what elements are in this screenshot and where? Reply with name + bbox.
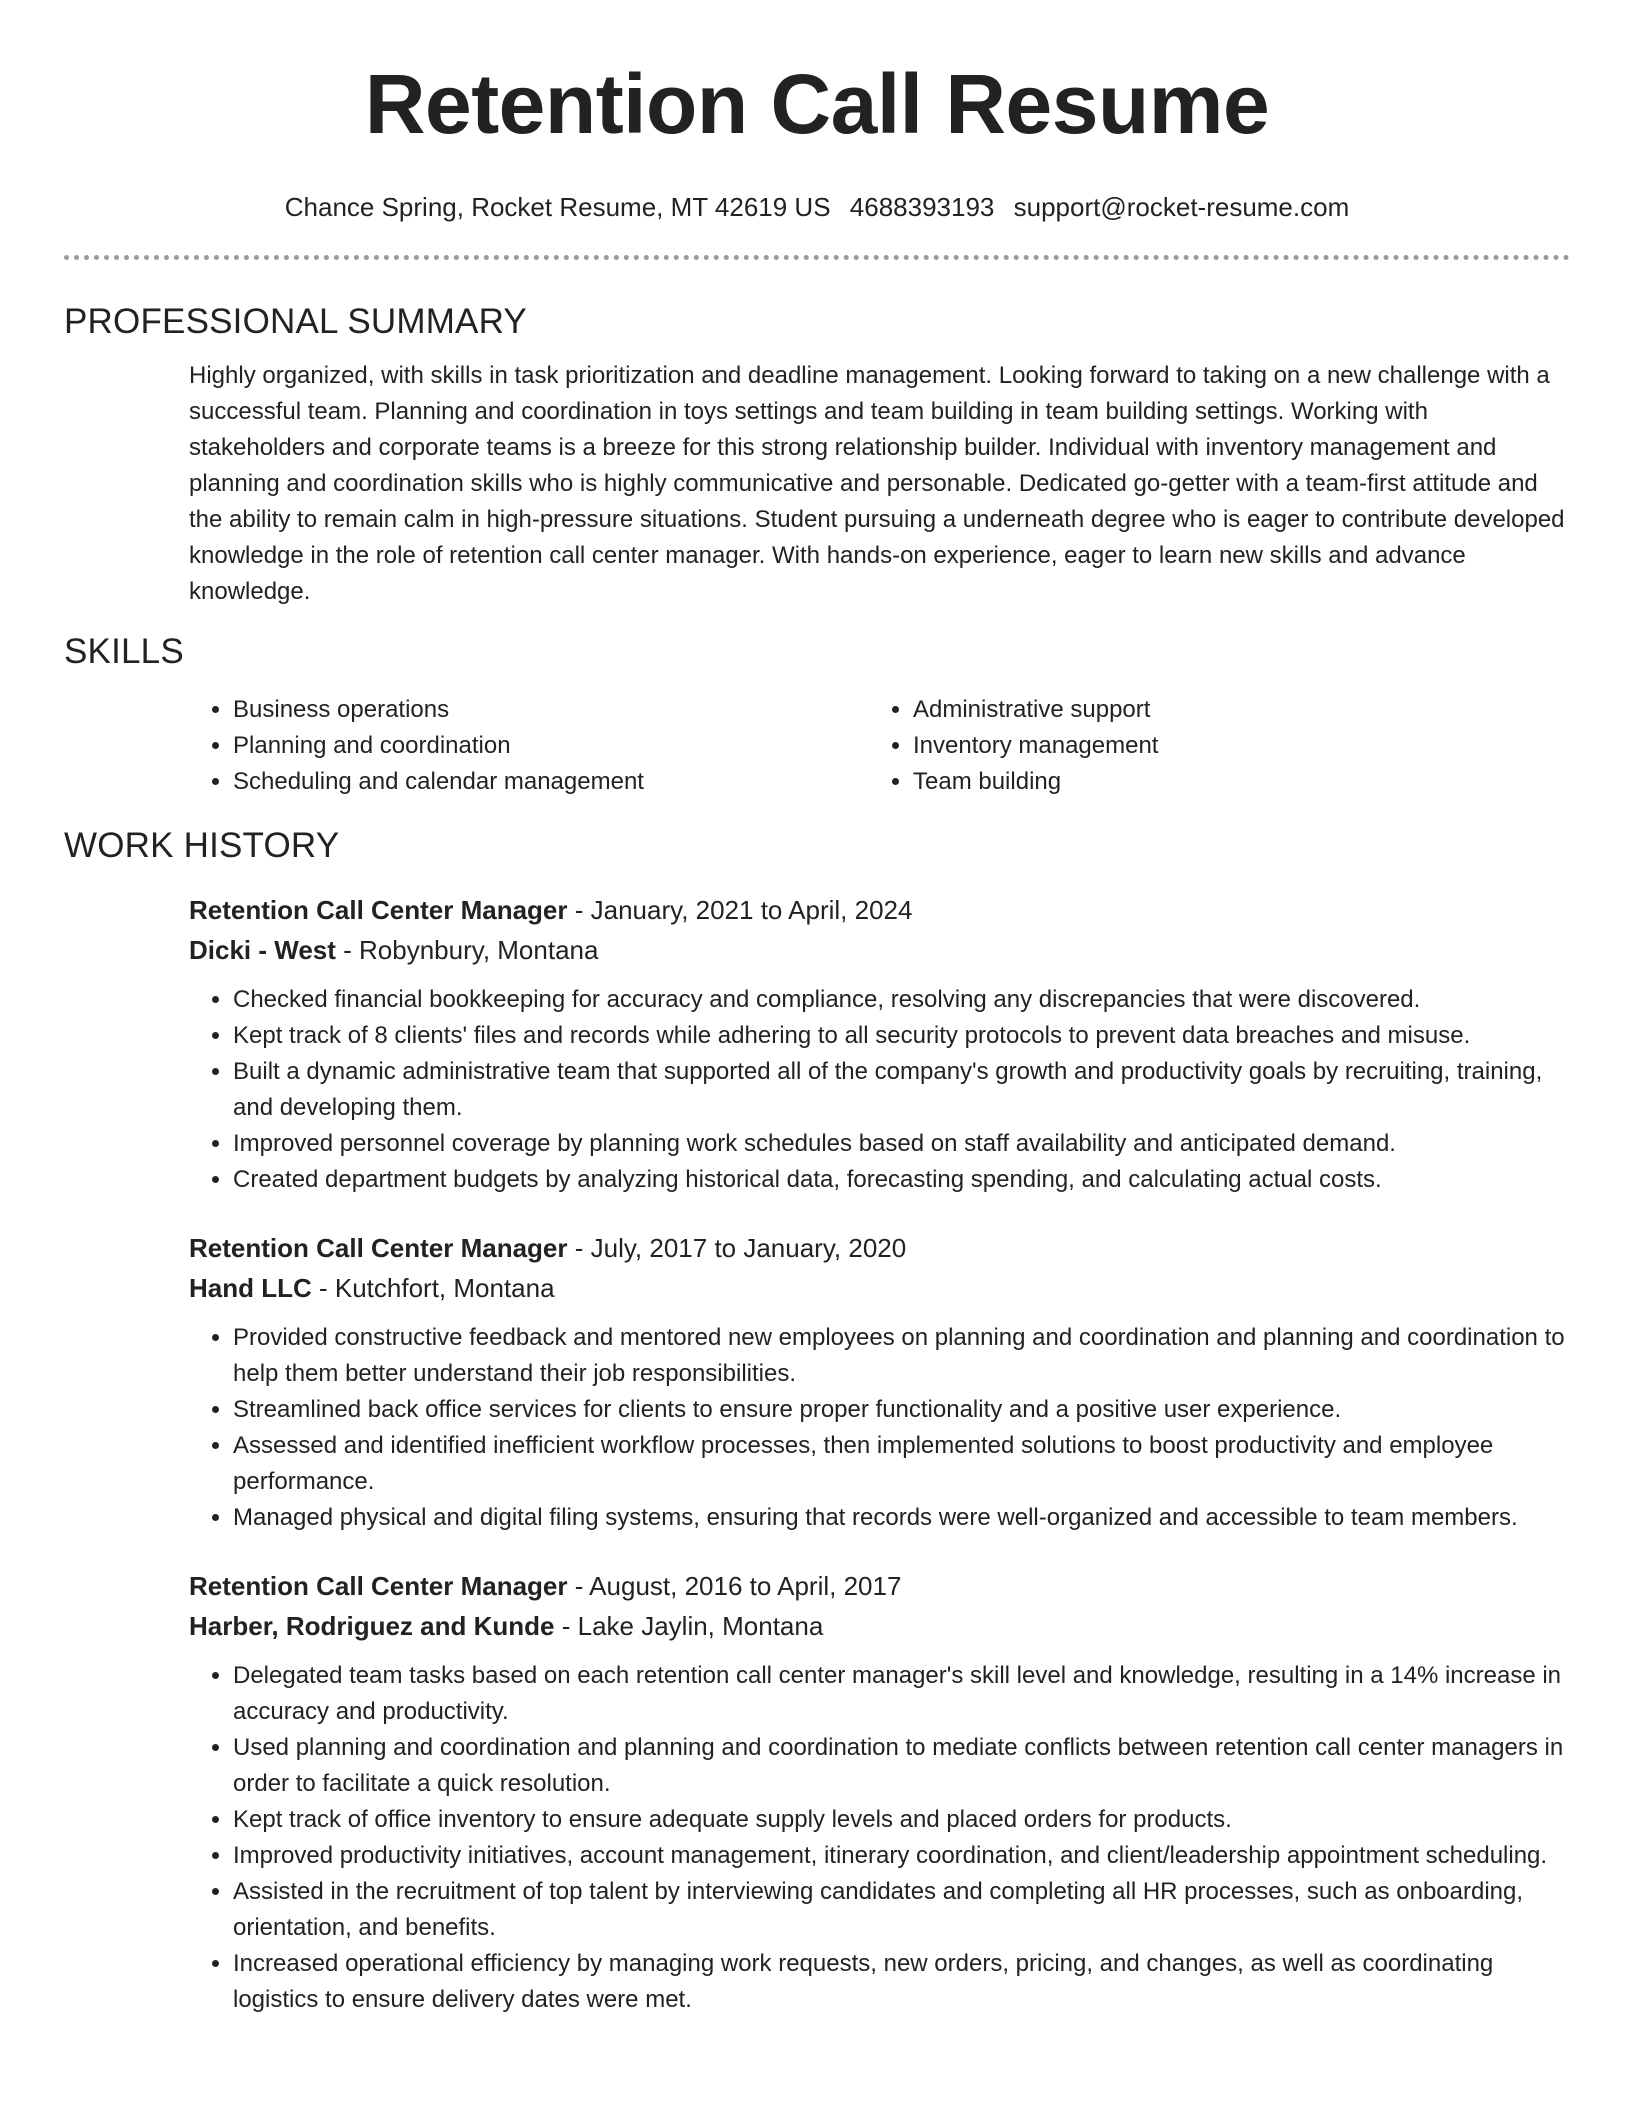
job-bullet: • Managed physical and digital filing systems, ensuring that records were well-organized and accessible to team members. bbox=[233, 1500, 1574, 1536]
job-bullet: • Improved personnel coverage by planning work schedules based on staff availability and anticipated demand. bbox=[233, 1126, 1574, 1162]
job-role: Retention Call Center Manager bbox=[189, 1233, 568, 1263]
job-company-line bbox=[189, 1606, 1574, 1646]
skills-heading: SKILLS bbox=[64, 632, 184, 671]
job-bullet: • Improved productivity initiatives, account management, itinerary coordination, and client/leadership appointment scheduling. bbox=[233, 1838, 1574, 1874]
job-bullet: • Created department budgets by analyzing historical data, forecasting spending, and calculating actual costs. bbox=[233, 1162, 1574, 1198]
job-title-line bbox=[189, 890, 1574, 930]
job-bullets bbox=[189, 1320, 1574, 1536]
contact-email: support@rocket-resume.com bbox=[1013, 192, 1350, 222]
summary-heading: PROFESSIONAL SUMMARY bbox=[64, 302, 527, 341]
job-bullet: • Increased operational efficiency by managing work requests, new orders, pricing, and changes, as well as coordinating logistics to ensure delivery dates were met. bbox=[233, 1946, 1574, 2018]
job-dates: - August, 2016 to April, 2017 bbox=[567, 1571, 902, 1601]
skill-item: • Scheduling and calendar management bbox=[233, 764, 869, 800]
job-company-line bbox=[189, 930, 1574, 970]
job-location: - Kutchfort, Montana bbox=[311, 1273, 555, 1303]
contact-address: Chance Spring, Rocket Resume, MT 42619 US bbox=[284, 192, 831, 222]
job-company: Harber, Rodriguez and Kunde bbox=[189, 1611, 555, 1641]
job-title-line bbox=[189, 1566, 1574, 1606]
job-entry bbox=[189, 890, 1574, 1198]
job-bullet: • Built a dynamic administrative team that supported all of the company's growth and productivity goals by recruiting, training, and developing them. bbox=[233, 1054, 1574, 1126]
job-company-line bbox=[189, 1268, 1574, 1308]
skills-column-right bbox=[869, 692, 1549, 800]
skills-list bbox=[189, 692, 1569, 800]
work-history-heading: WORK HISTORY bbox=[64, 826, 340, 865]
skill-item: • Administrative support bbox=[913, 692, 1549, 728]
job-entry bbox=[189, 1566, 1574, 2018]
skill-item: • Planning and coordination bbox=[233, 728, 869, 764]
job-role: Retention Call Center Manager bbox=[189, 895, 568, 925]
job-location: - Lake Jaylin, Montana bbox=[554, 1611, 824, 1641]
summary-text: Highly organized, with skills in task prioritization and deadline management. Looking forward to taking on a new challenge with a successful team. Planning and coordination in toys settings and team building in team building settings. Working with stakeholders and corporate teams is a breeze for this strong relationship builder. Individual with inventory management and planning and coordination skills who is highly communicative and personable. Dedicated go-getter with a team-first attitude and the ability to remain calm in high-pressure situations. Student pursuing a underneath degree who is eager to contribute developed knowledge in the role of retention call center manager. With hands-on experience, eager to learn new skills and advance knowledge. bbox=[189, 362, 1565, 605]
job-role: Retention Call Center Manager bbox=[189, 1571, 568, 1601]
job-company: Hand LLC bbox=[189, 1273, 312, 1303]
header-divider bbox=[64, 255, 1570, 260]
job-bullets bbox=[189, 1658, 1574, 2018]
job-location: - Robynbury, Montana bbox=[335, 935, 599, 965]
job-entry bbox=[189, 1228, 1574, 1536]
job-bullet: • Used planning and coordination and planning and coordination to mediate conflicts between retention call center managers in order to facilitate a quick resolution. bbox=[233, 1730, 1574, 1802]
resume-title: Retention Call Resume bbox=[364, 57, 1270, 151]
resume-page bbox=[64, 0, 1570, 2018]
job-company: Dicki - West bbox=[189, 935, 336, 965]
skill-item: • Business operations bbox=[233, 692, 869, 728]
job-bullets bbox=[189, 982, 1574, 1198]
job-bullet: • Streamlined back office services for clients to ensure proper functionality and a positive user experience. bbox=[233, 1392, 1574, 1428]
contact-phone: 4688393193 bbox=[849, 192, 995, 222]
job-bullet: • Checked financial bookkeeping for accuracy and compliance, resolving any discrepancies that were discovered. bbox=[233, 982, 1574, 1018]
job-bullet: • Provided constructive feedback and mentored new employees on planning and coordination and planning and coordination to help them better understand their job responsibilities. bbox=[233, 1320, 1574, 1392]
job-dates: - July, 2017 to January, 2020 bbox=[567, 1233, 907, 1263]
job-bullet: • Kept track of office inventory to ensure adequate supply levels and placed orders for products. bbox=[233, 1802, 1574, 1838]
skills-column-left bbox=[189, 692, 869, 800]
job-bullet: • Assessed and identified inefficient workflow processes, then implemented solutions to boost productivity and employee performance. bbox=[233, 1428, 1574, 1500]
job-title-line bbox=[189, 1228, 1574, 1268]
contact-line bbox=[64, 192, 1570, 222]
job-dates: - January, 2021 to April, 2024 bbox=[567, 895, 913, 925]
job-bullet: • Kept track of 8 clients' files and records while adhering to all security protocols to prevent data breaches and misuse. bbox=[233, 1018, 1574, 1054]
job-bullet: • Assisted in the recruitment of top talent by interviewing candidates and completing all HR processes, such as onboarding, orientation, and benefits. bbox=[233, 1874, 1574, 1946]
skill-item: • Inventory management bbox=[913, 728, 1549, 764]
job-bullet: • Delegated team tasks based on each retention call center manager's skill level and knowledge, resulting in a 14% increase in accuracy and productivity. bbox=[233, 1658, 1574, 1730]
skill-item: • Team building bbox=[913, 764, 1549, 800]
